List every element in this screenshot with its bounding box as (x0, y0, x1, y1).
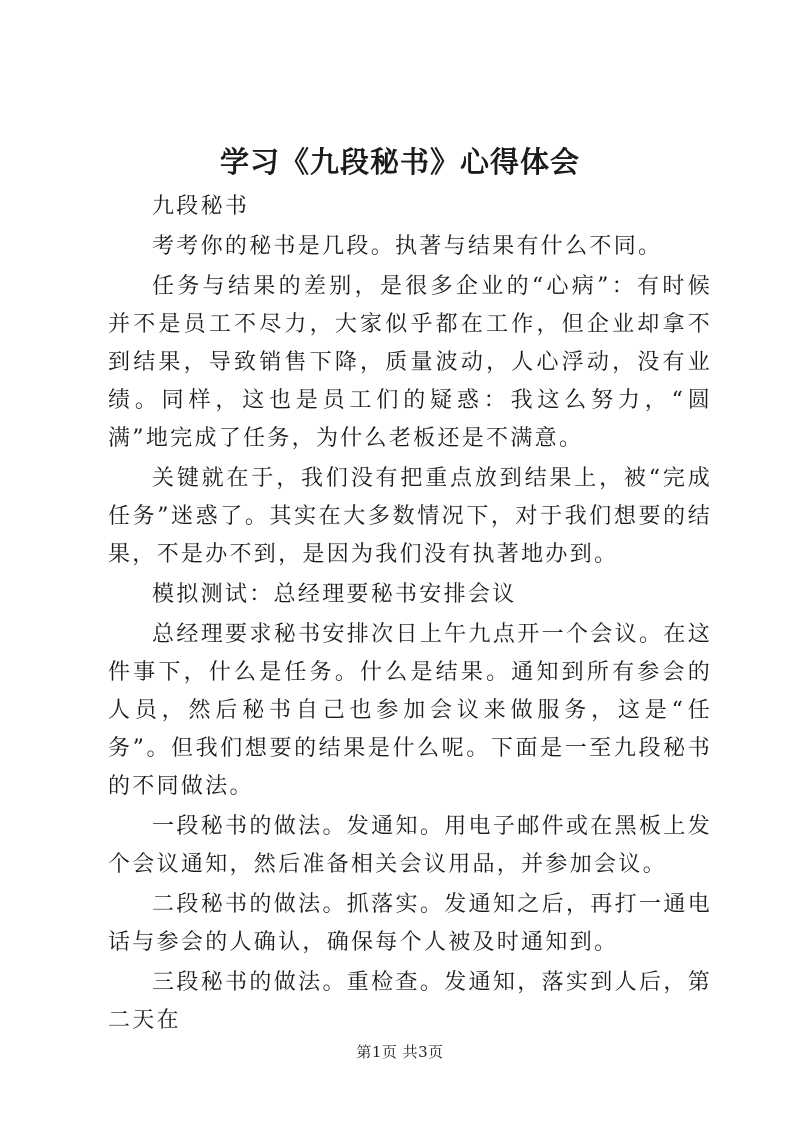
document-title: 学习《九段秘书》心得体会 (219, 145, 580, 179)
paragraph: 二段秘书的做法。抓落实。发通知之后，再打一通电话与参会的人确认，确保每个人被及时通知到。 (108, 892, 712, 955)
paragraph: 考考你的秘书是几段。执著与结果有什么不同。 (152, 234, 663, 259)
paragraph: 关键就在于，我们没有把重点放到结果上，被“完成任务”迷惑了。其实在大多数情况下，对于我们想要的结果，不是办不到，是因为我们没有执著地办到。 (108, 466, 712, 567)
paragraph: 九段秘书 (152, 194, 250, 219)
paragraph: 三段秘书的做法。重检查。发通知，落实到人后，第二天在 (108, 970, 712, 1033)
document-body (108, 188, 712, 1040)
paragraph: 总经理要求秘书安排次日上午九点开一个会议。在这件事下，什么是任务。什么是结果。通知到所有参会的人员，然后秘书自己也参加会议来做服务，这是“任务”。但我们想要的结果是什么呢。下面是一至九段秘书的不同做法。 (108, 622, 712, 799)
paragraph: 一段秘书的做法。发通知。用电子邮件或在黑板上发个会议通知，然后准备相关会议用品，并参加会议。 (108, 814, 712, 877)
page-number-footer: 第1页 共3页 (356, 1043, 444, 1061)
paragraph: 模拟测试：总经理要秘书安排会议 (152, 582, 517, 607)
paragraph: 任务与结果的差别，是很多企业的“心病”：有时候并不是员工不尽力，大家似乎都在工作，但企业却拿不到结果，导致销售下降，质量波动，人心浮动，没有业绩。同样，这也是员工们的疑惑：我这么努力，“圆满”地完成了任务，为什么老板还是不满意。 (108, 274, 712, 451)
